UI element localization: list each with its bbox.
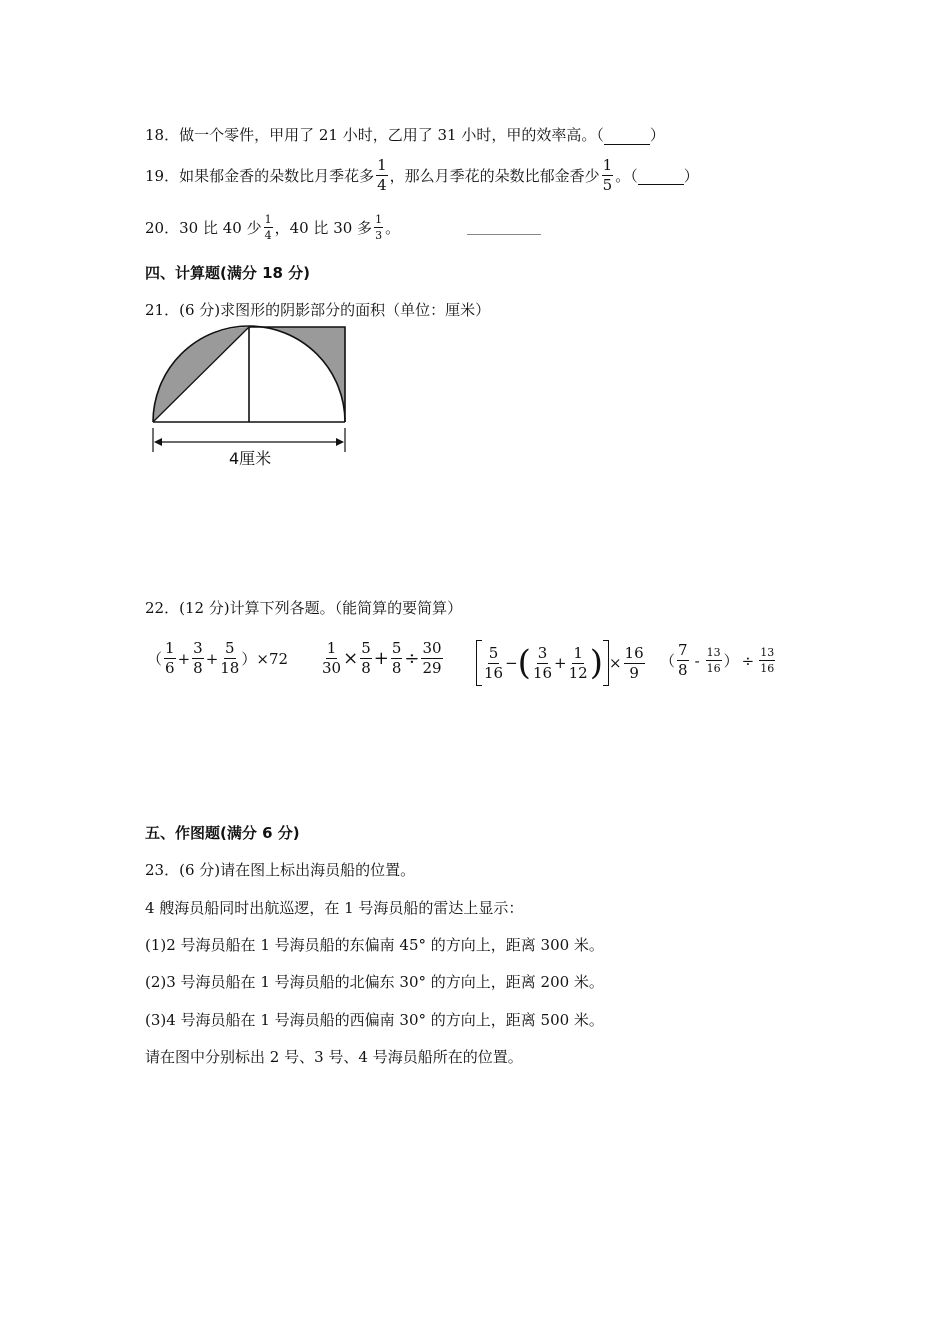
expression-3: $\frac{5}{16}$ − ( $\frac{3}{16}$ + $\frac{1}{12}$ ) × $\frac{16}{9}$ (476, 640, 647, 686)
fraction: $\frac{1}{3}$ (375, 213, 383, 242)
expression-4: （ $\frac{7}{8}$ - $\frac{13}{16}$ ） ÷ $\frac{13}{16}$ (660, 641, 775, 679)
section-heading: 四、计算题(满分 18 分) (145, 264, 311, 282)
answer-blank[interactable] (638, 166, 684, 185)
question-20: 20．30 比 40 少 $\frac{1}{4}$ ，40 比 30 多 $\frac{1}{3}$ 。 (145, 213, 401, 242)
expression-2: $\frac{1}{30}$ × $\frac{5}{8}$ + $\frac{5}{8}$ ÷ $\frac{30}{29}$ (322, 639, 442, 677)
section-heading: 五、作图题(满分 6 分) (145, 824, 300, 842)
arrow-right-icon (336, 438, 344, 446)
paragraph: 4 艘海员船同时出航巡逻，在 1 号海员船的雷达上显示： (145, 899, 524, 917)
question-23-text: 23．(6 分)请在图上标出海员船的位置。 (145, 861, 416, 879)
paragraph: (1)2 号海员船在 1 号海员船的东偏南 45° 的方向上，距离 300 米。 (145, 936, 604, 954)
question-18: 18．做一个零件，甲用了 21 小时，乙用了 31 小时，甲的效率高。（ ） (145, 126, 665, 144)
question-18-text: 18．做一个零件，甲用了 21 小时，乙用了 31 小时，甲的效率高。 (145, 126, 597, 144)
expression-1: （ $\frac{1}{6}$ + $\frac{3}{8}$ + $\frac{5}{18}$ ） ×72 (147, 639, 289, 677)
answer-blank[interactable] (467, 234, 541, 235)
answer-blank[interactable] (604, 126, 650, 145)
paragraph: 请在图中分别标出 2 号、3 号、4 号海员船所在的位置。 (145, 1048, 523, 1066)
paragraph: (2)3 号海员船在 1 号海员船的北偏东 30° 的方向上，距离 200 米。 (145, 973, 604, 991)
dimension-label: 4厘米 (229, 449, 272, 468)
shaded-region-right (249, 327, 345, 422)
fraction: $\frac{1}{5}$ (602, 156, 613, 194)
arrow-left-icon (154, 438, 162, 446)
paragraph: (3)4 号海员船在 1 号海员船的西偏南 30° 的方向上，距离 500 米。 (145, 1011, 604, 1029)
question-22-text: 22．(12 分)计算下列各题。（能简算的要简算） (145, 599, 463, 617)
question-21-text: 21．(6 分)求图形的阴影部分的面积（单位：厘米） (145, 301, 491, 319)
fraction: $\frac{1}{4}$ (264, 213, 272, 242)
question-19: 19．如果郁金香的朵数比月季花多 $\frac{1}{4}$ ，那么月季花的朵数比郁金香少 $\frac{1}{5}$ 。（ ） (145, 156, 699, 194)
fraction: $\frac{1}{4}$ (377, 156, 387, 194)
